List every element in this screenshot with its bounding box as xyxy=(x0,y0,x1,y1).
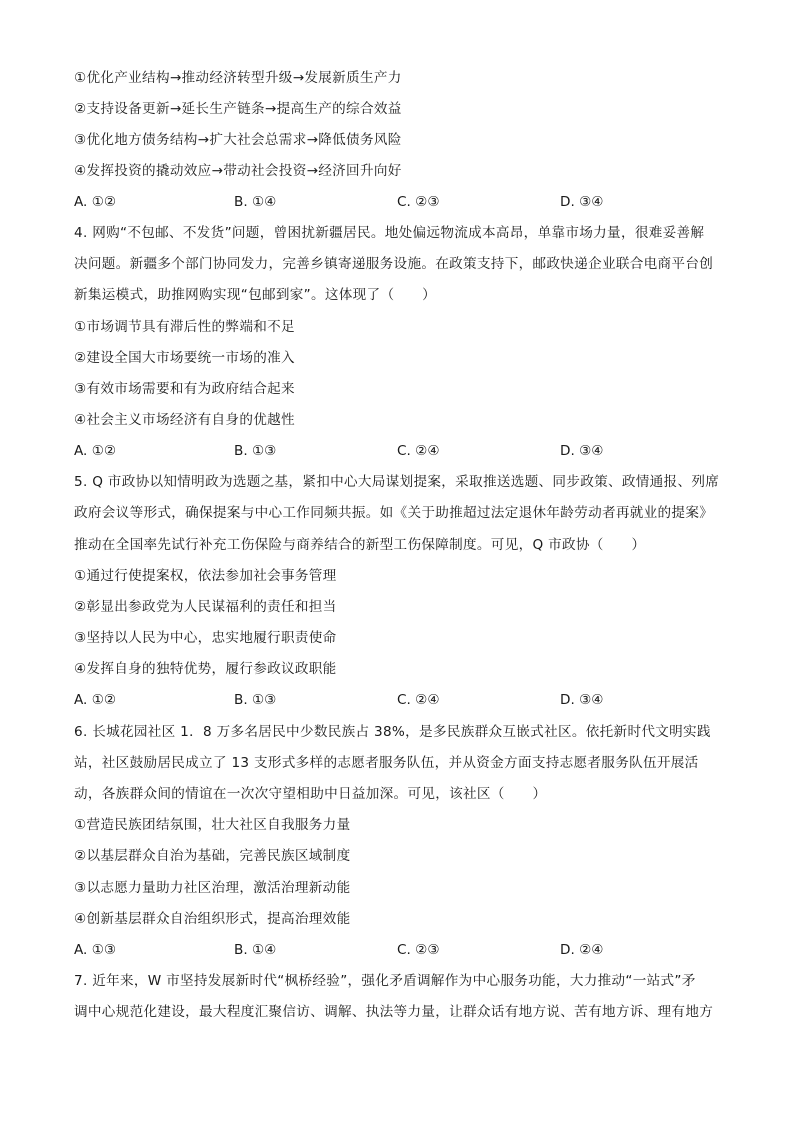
q6-item-1: ①营造民族团结氛围，壮大社区自我服务力量 xyxy=(74,817,351,833)
option-b: B. ①③ xyxy=(234,692,277,708)
q7-stem-line-2: 调中心规范化建设，最大程度汇聚信访、调解、执法等力量，让群众话有地方说、苦有地方诉、理有地方 xyxy=(74,1004,714,1020)
q3-item-2: ②支持设备更新→延长生产链条→提高生产的综合效益 xyxy=(74,101,402,117)
q3-item-1: ①优化产业结构→推动经济转型升级→发展新质生产力 xyxy=(74,70,402,86)
option-b: B. ①④ xyxy=(234,942,277,958)
option-c: C. ②④ xyxy=(397,692,440,708)
q5-item-2: ②彰显出参政党为人民谋福利的责任和担当 xyxy=(74,599,337,615)
q4-item-2: ②建设全国大市场要统一市场的准入 xyxy=(74,350,295,366)
option-a: A. ①② xyxy=(74,692,117,708)
q6-stem-line-1: 6. 长城花园社区 1．8 万多名居民中少数民族占 38%，是多民族群众互嵌式社区。依托新时代文明实践 xyxy=(74,724,711,740)
option-d: D. ③④ xyxy=(560,692,604,708)
q4-stem-line-1: 4. 网购“不包邮、不发货”问题，曾困扰新疆居民。地处偏远物流成本高昂，单靠市场力量，很难妥善解 xyxy=(74,225,705,241)
q5-stem-line-3: 推动在全国率先试行补充工伤保险与商养结合的新型工伤保障制度。可见，Q 市政协（ ） xyxy=(74,537,646,553)
option-c: C. ②④ xyxy=(397,443,440,459)
option-b: B. ①④ xyxy=(234,194,277,210)
q6-item-4: ④创新基层群众自治组织形式，提高治理效能 xyxy=(74,911,351,927)
q6-stem-line-3: 动，各族群众间的情谊在一次次守望相助中日益加深。可见，该社区（ ） xyxy=(74,786,547,802)
option-b: B. ①③ xyxy=(234,443,277,459)
option-a: A. ①② xyxy=(74,194,117,210)
q4-stem-line-2: 决问题。新疆多个部门协同发力，完善乡镇寄递服务设施。在政策支持下，邮政快递企业联合电商平台创 xyxy=(74,256,714,272)
q4-stem-line-3: 新集运模式，助推网购实现“包邮到家”。这体现了（ ） xyxy=(74,287,437,303)
option-c: C. ②③ xyxy=(397,942,440,958)
q4-options xyxy=(74,441,734,461)
option-a: A. ①③ xyxy=(74,942,117,958)
q6-item-3: ③以志愿力量助力社区治理，激活治理新动能 xyxy=(74,880,351,896)
q6-options xyxy=(74,940,734,960)
q4-item-1: ①市场调节具有滞后性的弊端和不足 xyxy=(74,319,295,335)
q5-item-1: ①通过行使提案权，依法参加社会事务管理 xyxy=(74,568,337,584)
q4-item-4: ④社会主义市场经济有自身的优越性 xyxy=(74,412,295,428)
option-a: A. ①② xyxy=(74,443,117,459)
q5-item-4: ④发挥自身的独特优势，履行参政议政职能 xyxy=(74,661,337,677)
q3-item-4: ④发挥投资的撬动效应→带动社会投资→经济回升向好 xyxy=(74,163,402,179)
option-d: D. ③④ xyxy=(560,194,604,210)
q5-stem-line-2: 政府会议等形式，确保提案与中心工作同频共振。如《关于助推超过法定退休年龄劳动者再就业的提案》 xyxy=(74,505,714,521)
q3-options xyxy=(74,192,734,212)
q7-stem-line-1: 7. 近年来，W 市坚持发展新时代“枫桥经验”，强化矛盾调解作为中心服务功能，大力推动“一站式”矛 xyxy=(74,973,696,989)
q6-item-2: ②以基层群众自治为基础，完善民族区域制度 xyxy=(74,848,351,864)
q3-item-3: ③优化地方债务结构→扩大社会总需求→降低债务风险 xyxy=(74,132,402,148)
q6-stem-line-2: 站，社区鼓励居民成立了 13 支形式多样的志愿者服务队伍，并从资金方面支持志愿者服务队伍开展活 xyxy=(74,755,699,771)
q5-stem-line-1: 5. Q 市政协以知情明政为选题之基，紧扣中心大局谋划提案，采取推送选题、同步政策、政情通报、列席 xyxy=(74,474,720,490)
q5-item-3: ③坚持以人民为中心，忠实地履行职责使命 xyxy=(74,630,337,646)
option-d: D. ②④ xyxy=(560,942,604,958)
option-d: D. ③④ xyxy=(560,443,604,459)
q4-item-3: ③有效市场需要和有为政府结合起来 xyxy=(74,381,295,397)
option-c: C. ②③ xyxy=(397,194,440,210)
q5-options xyxy=(74,690,734,710)
